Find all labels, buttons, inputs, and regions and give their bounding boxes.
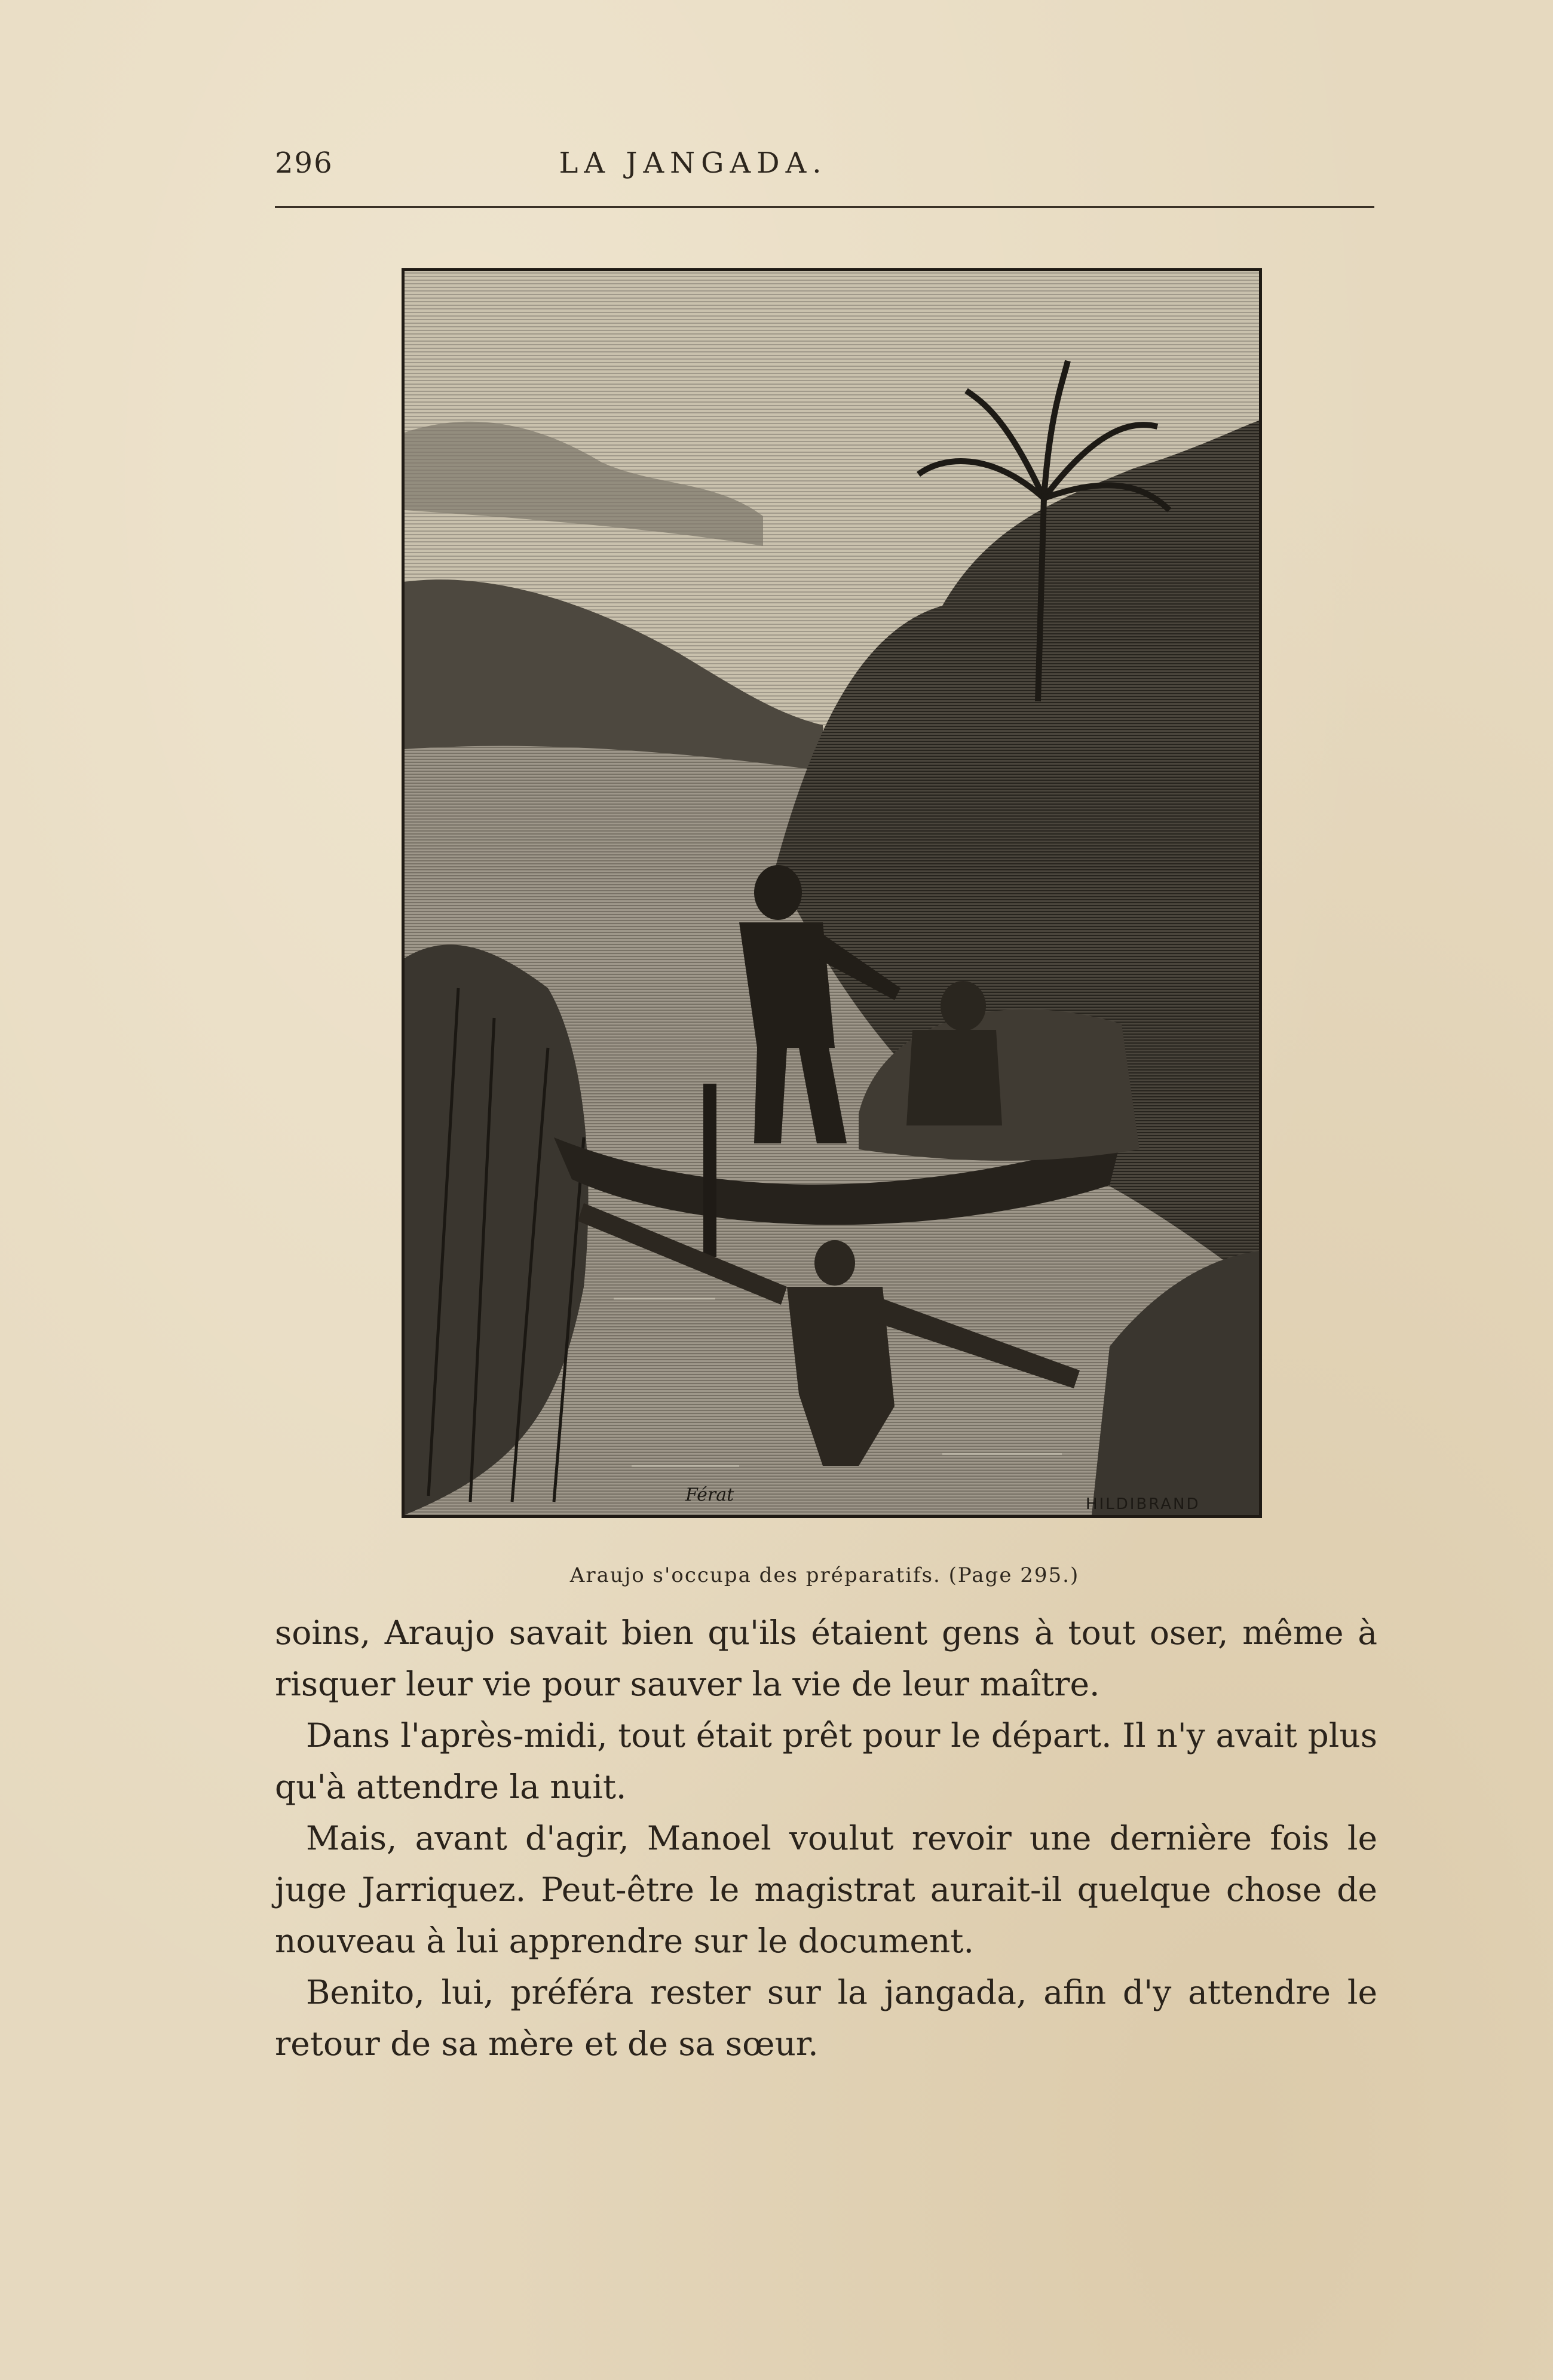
paragraph: soins, Araujo savait bien qu'ils étaient gens à tout oser, même à risquer leur vie pour sauver la vie de leur maître. xyxy=(275,1614,1377,1703)
engraver-signature: HILDIBRAND xyxy=(1086,1495,1200,1513)
paragraph: Benito, lui, préféra rester sur la jangada, afin d'y attendre le retour de sa mère et de sa sœur. xyxy=(275,1973,1377,2063)
engraving-drawing xyxy=(405,271,1259,1515)
paragraph: Dans l'après-midi, tout était prêt pour le départ. Il n'y avait plus qu'à attendre la nuit. xyxy=(275,1716,1377,1806)
page-header xyxy=(275,146,1374,194)
page-number: 296 xyxy=(275,146,333,180)
running-title: LA JANGADA. xyxy=(559,146,828,180)
body-text xyxy=(275,1607,1377,2069)
figure-caption: Araujo s'occupa des préparatifs. (Page 295.) xyxy=(569,1563,1080,1587)
header-rule xyxy=(275,206,1374,208)
artist-signature: Férat xyxy=(685,1485,734,1505)
paragraph: Mais, avant d'agir, Manoel voulut revoir une dernière fois le juge Jarriquez. Peut-être le magistrat aurait-il quelque chose de nouveau à lui apprendre sur le document. xyxy=(275,1819,1377,1960)
engraving-illustration xyxy=(402,268,1262,1518)
